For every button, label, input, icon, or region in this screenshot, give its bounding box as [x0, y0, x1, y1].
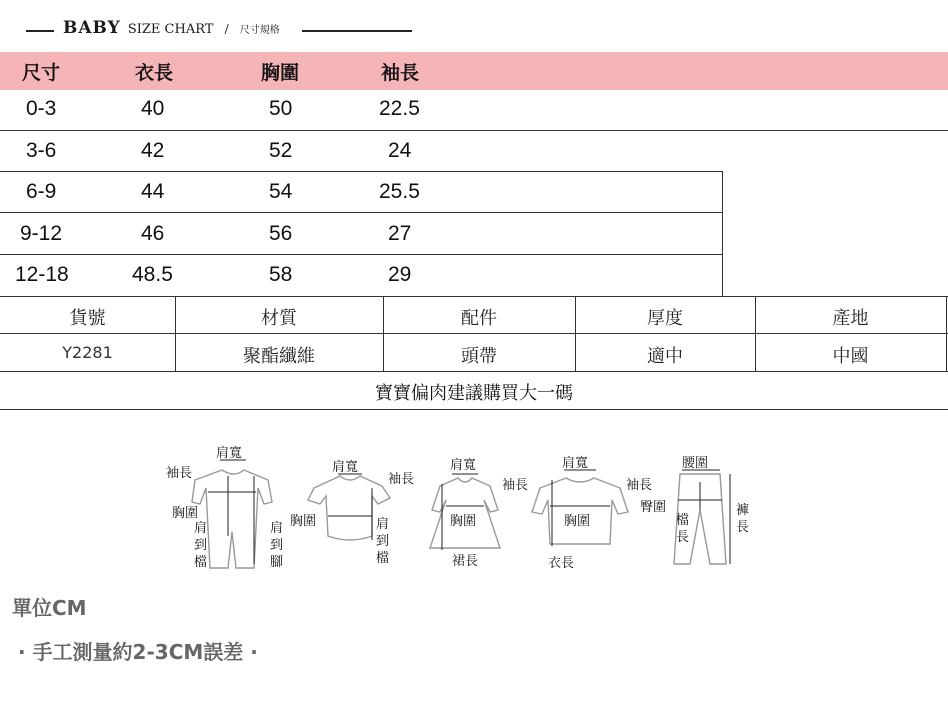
pants-label-rise: 檔長: [676, 513, 690, 545]
size-chart-title: [0, 14, 420, 44]
sizing-note: 寶寶偏肉建議購買大一碼: [375, 383, 573, 404]
cell-length: 40: [141, 97, 165, 120]
info-divider: [0, 333, 948, 334]
cell-chest: 58: [269, 263, 293, 286]
row-divider: [0, 212, 722, 213]
top-label-chest: 胸圍: [564, 514, 591, 529]
info-col-line: [946, 296, 947, 372]
romper-label-chest: 胸圍: [172, 506, 199, 521]
dress-label-sleeve: 袖長: [502, 478, 529, 493]
info-value-thickness: 適中: [647, 346, 683, 367]
info-header-item-no: 貨號: [69, 308, 106, 329]
cell-sleeve: 25.5: [379, 180, 420, 203]
cell-size: 12-18: [15, 263, 69, 286]
product-info-table: [0, 296, 948, 410]
top-label-sleeve: 袖長: [626, 478, 653, 493]
romper-label-sleeve: 袖長: [166, 466, 193, 481]
header-chest: 胸圍: [261, 62, 300, 84]
info-header-thickness: 厚度: [647, 308, 683, 329]
cell-sleeve: 27: [388, 222, 412, 245]
title-separator: /: [224, 22, 229, 36]
header-length: 衣長: [135, 62, 174, 84]
measurement-diagrams: [150, 440, 770, 580]
cell-chest: 56: [269, 222, 293, 245]
pants-label-waist: 腰圍: [682, 456, 709, 471]
cell-sleeve: 22.5: [379, 97, 420, 120]
size-table-header: [0, 52, 948, 90]
dress-label-chest: 胸圍: [450, 514, 477, 529]
title-left-rule: [26, 30, 54, 32]
cell-chest: 52: [269, 139, 293, 162]
cell-size: 0-3: [26, 97, 57, 120]
bodysuit-label-chest: 胸圍: [290, 514, 317, 529]
top-outline: [532, 470, 628, 546]
title-text: [63, 18, 280, 38]
cell-length: 48.5: [132, 263, 173, 286]
dress-label-shoulder: 肩寬: [450, 458, 477, 473]
pants-label-length: 褲長: [736, 503, 750, 535]
pants-label-hip: 臀圍: [640, 500, 667, 515]
measurement-error-note: · 手工測量約2-3CM誤差 ·: [18, 640, 258, 664]
row-divider: [0, 171, 722, 172]
info-header-accessory: 配件: [461, 308, 497, 329]
cell-chest: 54: [269, 180, 293, 203]
top-label-length: 衣長: [548, 556, 575, 571]
bodysuit-label-sleeve: 袖長: [388, 472, 415, 487]
cell-chest: 50: [269, 97, 293, 120]
info-bottom-border: [0, 409, 948, 410]
romper-label-shoulder-to-crotch: 肩到檔: [194, 521, 208, 570]
title-size-chart: SIZE CHART: [127, 22, 214, 37]
table-right-edge: [722, 171, 723, 297]
info-header-material: 材質: [261, 308, 297, 329]
romper-label-shoulder: 肩寬: [216, 446, 243, 461]
bodysuit-label-shoulder: 肩寬: [332, 460, 359, 475]
cell-size: 3-6: [26, 139, 57, 162]
dress-label-length: 裙長: [452, 554, 479, 569]
header-sleeve: 袖長: [381, 62, 420, 84]
row-divider: [0, 130, 948, 131]
cell-length: 44: [141, 180, 165, 203]
info-value-accessory: 頭帶: [461, 346, 497, 367]
top-label-shoulder: 肩寬: [562, 456, 589, 471]
info-value-origin: 中國: [832, 346, 869, 367]
romper-label-shoulder-to-foot: 肩到腳: [270, 521, 284, 570]
unit-label: 單位CM: [12, 596, 87, 620]
info-value-material: 聚酯纖維: [243, 346, 315, 367]
bodysuit-label-shoulder-to-crotch: 肩到檔: [376, 517, 390, 566]
cell-sleeve: 24: [388, 139, 412, 162]
info-value-item-no: Y2281: [62, 343, 113, 362]
header-size: 尺寸: [22, 62, 61, 84]
info-divider: [0, 371, 948, 372]
cell-size: 6-9: [26, 180, 57, 203]
row-divider: [0, 254, 722, 255]
title-right-rule: [302, 30, 412, 32]
cell-length: 46: [141, 222, 165, 245]
info-top-border: [0, 296, 948, 297]
info-header-origin: 產地: [832, 308, 869, 329]
cell-size: 9-12: [20, 222, 63, 245]
title-cn: 尺寸規格: [239, 25, 280, 36]
cell-length: 42: [141, 139, 165, 162]
title-baby: BABY: [63, 18, 121, 38]
cell-sleeve: 29: [388, 263, 412, 286]
